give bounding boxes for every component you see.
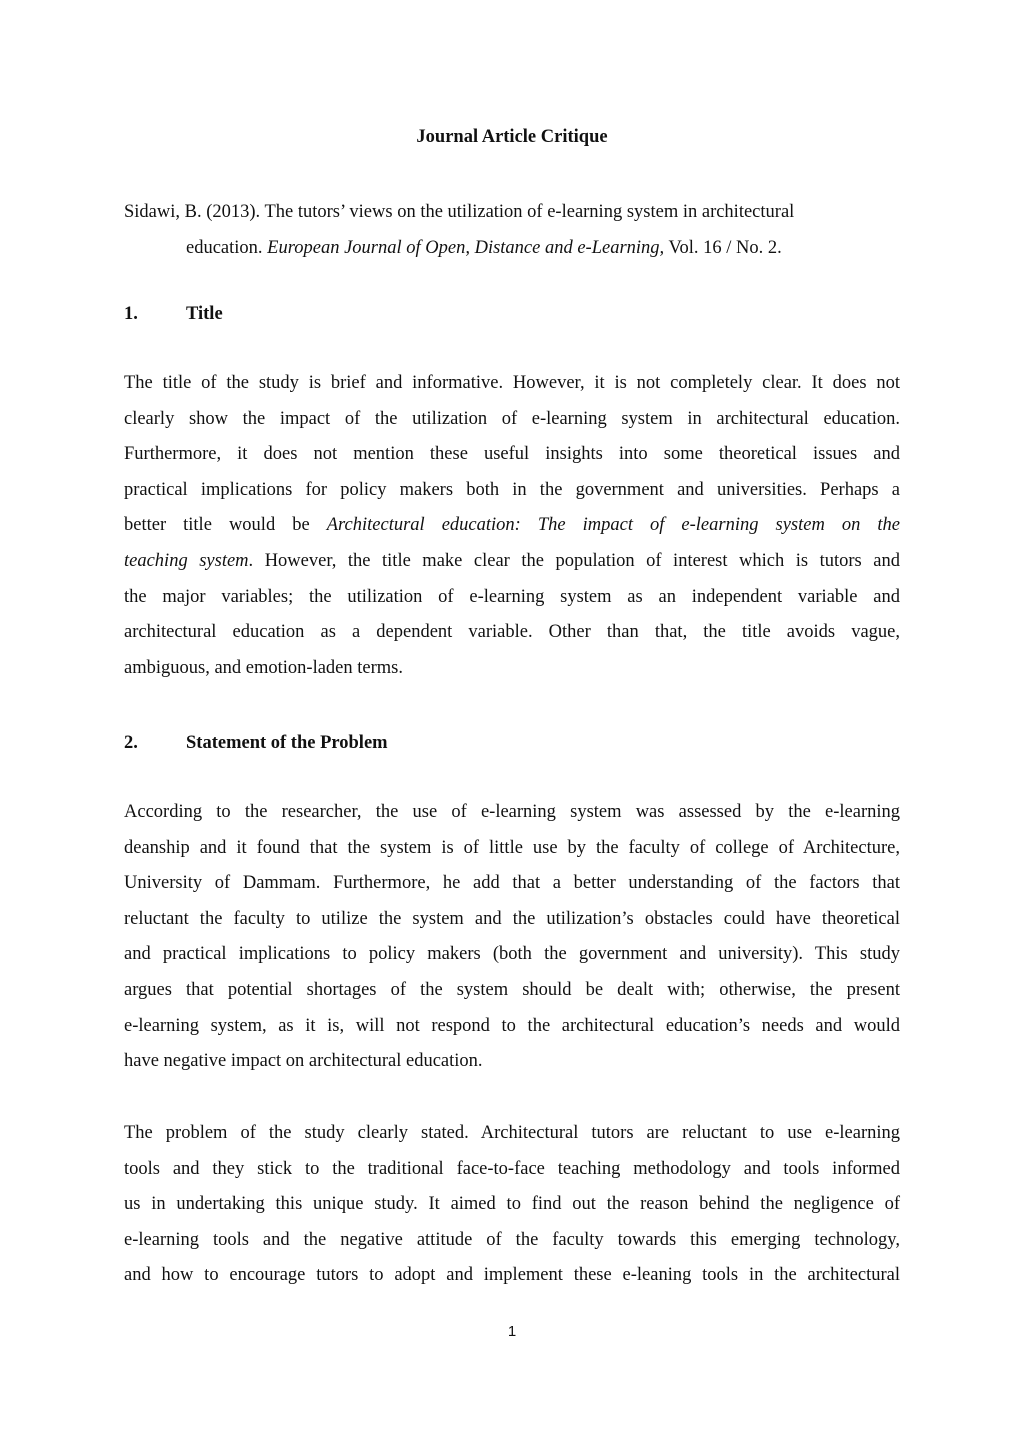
paragraph-line: practical implications for policy makers both in the government and universities. Perhaps a [124,479,900,500]
italic-suggested-title: Architectural education: The impact of e-learning system on the [326,515,900,536]
paragraph-line [124,508,900,544]
paragraph-line: and how to encourage tutors to adopt and implement these e-leaning tools in the architectural [124,1265,900,1286]
paragraph-line: According to the researcher, the use of e-learning system was assessed by the e-learning [124,802,900,822]
paragraph-line: the major variables; the utilization of e-learning system as an independent variable and [124,586,900,607]
section-number: 1. [124,304,138,324]
paragraph-line: deanship and it found that the system is of little use by the faculty of college of Architecture, [124,837,900,858]
section-heading-text: Statement of the Problem [186,733,388,753]
paragraph-line: The title of the study is brief and informative. However, it is not completely clear. It does not [124,373,900,393]
paragraph-title-critique [124,366,900,686]
paragraph-problem-critique [124,1116,900,1294]
paragraph-line: tools and they stick to the traditional face-to-face teaching methodology and tools informed [124,1158,900,1179]
document-title: Journal Article Critique [416,127,608,147]
citation-prefix: education. [186,237,268,258]
text-run: . However, the title make clear the population of interest which is tutors and [248,550,900,571]
paragraph-line: clearly show the impact of the utilization of e-learning system in architectural education. [124,408,900,429]
paragraph-line: argues that potential shortages of the system should be dealt with; otherwise, the present [124,979,900,1000]
section-heading-problem [124,730,388,756]
paragraph-line: ambiguous, and emotion-laden terms. [124,657,403,678]
paragraph-line: University of Dammam. Furthermore, he add that a better understanding of the factors that [124,873,900,894]
paragraph-line: have negative impact on architectural education. [124,1051,483,1072]
citation-journal: European Journal of Open, Distance and e-Learning, [267,237,665,258]
text-run: better title would be [124,515,327,536]
citation-volume: Vol. 16 / No. 2. [664,237,782,258]
citation [124,195,904,266]
section-heading-title [124,301,223,327]
paragraph-line: Furthermore, it does not mention these useful insights into some theoretical issues and [124,444,900,465]
paragraph-problem-summary [124,795,900,1080]
paragraph-line: architectural education as a dependent variable. Other than that, the title avoids vague, [124,622,900,643]
citation-line-2 [124,231,904,267]
section-number: 2. [124,733,138,753]
paragraph-line: e-learning tools and the negative attitude of the faculty towards this emerging technology, [124,1229,900,1250]
paragraph-line: reluctant the faculty to utilize the system and the utilization’s obstacles could have theoretical [124,908,900,929]
paragraph-line: and practical implications to policy makers (both the government and university). This study [124,944,900,965]
section-heading-text: Title [186,304,223,324]
italic-suggested-title-end: teaching system [124,550,249,571]
paragraph-line: us in undertaking this unique study. It aimed to find out the reason behind the negligence of [124,1194,900,1215]
paragraph-line [124,544,900,580]
citation-line-1: Sidawi, B. (2013). The tutors’ views on the utilization of e-learning system in architectural [124,202,795,222]
page-number: 1 [507,1323,517,1340]
paragraph-line: e-learning system, as it is, will not respond to the architectural education’s needs and would [124,1015,900,1036]
paragraph-line: The problem of the study clearly stated. Architectural tutors are reluctant to use e-learning [124,1123,900,1143]
